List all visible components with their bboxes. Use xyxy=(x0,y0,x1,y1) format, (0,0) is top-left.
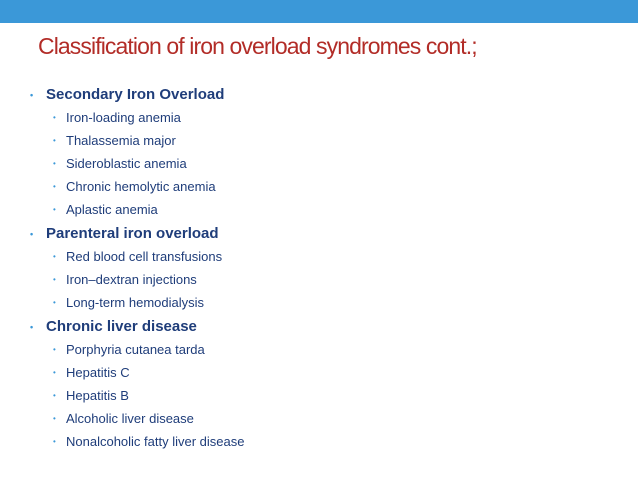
list-item xyxy=(30,198,610,221)
list-item xyxy=(30,152,610,175)
list-item xyxy=(30,407,610,430)
list-item xyxy=(30,430,610,453)
list-item xyxy=(30,291,610,314)
list-item-text: Long-term hemodialysis xyxy=(66,295,205,310)
section-heading-text: Chronic liver disease xyxy=(46,318,197,335)
list-item-text: Aplastic anemia xyxy=(66,202,158,217)
bullet-icon: • xyxy=(53,298,56,307)
section-heading-text: Secondary Iron Overload xyxy=(46,86,225,103)
list-item-text: Sideroblastic anemia xyxy=(66,156,187,171)
bullet-list xyxy=(30,84,610,453)
bullet-icon: • xyxy=(53,113,56,122)
bullet-icon: • xyxy=(30,322,34,332)
list-item xyxy=(30,384,610,407)
slide-title: Classification of iron overload syndromes cont.; xyxy=(38,33,477,59)
bullet-icon: • xyxy=(53,136,56,145)
list-item xyxy=(30,268,610,291)
list-item-text: Hepatitis B xyxy=(66,388,129,403)
top-accent-bar xyxy=(0,0,638,23)
list-item-text: Nonalcoholic fatty liver disease xyxy=(66,434,245,449)
bullet-icon: • xyxy=(53,414,56,423)
bullet-icon: • xyxy=(30,229,34,239)
list-item-text: Chronic hemolytic anemia xyxy=(66,179,216,194)
bullet-icon: • xyxy=(53,368,56,377)
list-item xyxy=(30,361,610,384)
list-item xyxy=(30,106,610,129)
list-item-text: Thalassemia major xyxy=(66,133,176,148)
list-item-text: Alcoholic liver disease xyxy=(66,411,194,426)
list-item-text: Hepatitis C xyxy=(66,365,130,380)
section-heading xyxy=(30,223,610,245)
bullet-icon: • xyxy=(53,391,56,400)
section-heading xyxy=(30,316,610,338)
bullet-icon: • xyxy=(53,437,56,446)
list-item xyxy=(30,129,610,152)
bullet-icon: • xyxy=(30,90,34,100)
section-heading-text: Parenteral iron overload xyxy=(46,225,219,242)
bullet-icon: • xyxy=(53,275,56,284)
list-item-text: Iron–dextran injections xyxy=(66,272,197,287)
bullet-icon: • xyxy=(53,252,56,261)
bullet-icon: • xyxy=(53,182,56,191)
list-item-text: Red blood cell transfusions xyxy=(66,249,223,264)
section-heading xyxy=(30,84,610,106)
list-item xyxy=(30,338,610,361)
bullet-icon: • xyxy=(53,159,56,168)
list-item xyxy=(30,245,610,268)
list-item-text: Iron-loading anemia xyxy=(66,110,181,125)
bullet-icon: • xyxy=(53,345,56,354)
list-item-text: Porphyria cutanea tarda xyxy=(66,342,205,357)
list-item xyxy=(30,175,610,198)
bullet-icon: • xyxy=(53,205,56,214)
